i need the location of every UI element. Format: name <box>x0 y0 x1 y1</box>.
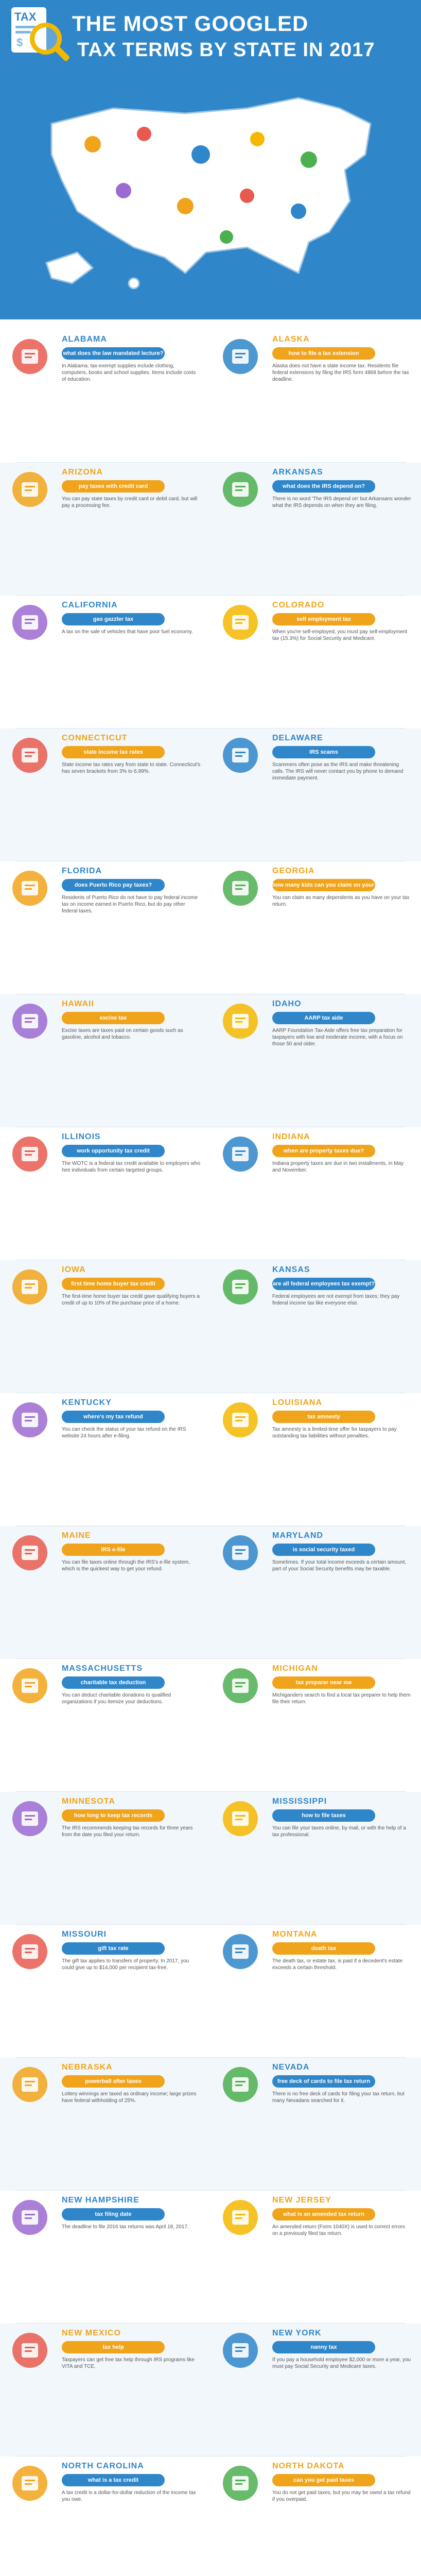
state-card <box>210 1127 421 1260</box>
state-illustration-icon <box>9 2463 50 2504</box>
term-description: You can check the status of your tax refund on the IRS website 24 hours after e-filing. <box>62 1427 186 1439</box>
state-card <box>0 2058 210 2191</box>
state-name: MINNESOTA <box>62 1797 115 1806</box>
search-term-pill: does Puerto Rico pay taxes? <box>62 879 165 891</box>
state-card <box>0 994 210 1127</box>
state-illustration-icon <box>9 602 50 643</box>
state-name: LOUISIANA <box>272 1398 322 1407</box>
search-term-pill: powerball after taxes <box>62 2075 165 2088</box>
state-name: ALASKA <box>272 335 310 344</box>
state-name: NEBRASKA <box>62 2063 113 2072</box>
state-illustration-icon <box>220 735 261 776</box>
term-description: Federal employees are not exempt from taxes; they pay federal income tax like everyone else. <box>272 1294 400 1306</box>
state-illustration-icon <box>220 2330 261 2371</box>
logo-text: TAX <box>14 10 37 23</box>
state-illustration-icon <box>220 1798 261 1839</box>
state-name: MAINE <box>62 1531 91 1540</box>
state-illustration-icon <box>9 1133 50 1175</box>
search-term-pill: AARP tax aide <box>272 1012 375 1024</box>
term-description: Indiana property taxes are due in two installments, in May and November. <box>272 1161 404 1173</box>
search-term-pill: IRS e-file <box>62 1544 165 1556</box>
state-name: CONNECTICUT <box>62 734 128 742</box>
state-row <box>0 2324 421 2456</box>
search-term-pill: tax amnesty <box>272 1411 375 1423</box>
term-description: You can file your taxes online, by mail, or with the help of a tax professional. <box>272 1825 406 1838</box>
state-row <box>0 2191 421 2324</box>
state-illustration-icon <box>9 1001 50 1042</box>
state-name: MISSISSIPPI <box>272 1797 327 1806</box>
state-name: GEORGIA <box>272 867 315 875</box>
state-illustration-icon <box>220 1001 261 1042</box>
search-term-pill: work opportunity tax credit <box>62 1145 165 1157</box>
state-illustration-icon <box>220 1266 261 1308</box>
state-card <box>210 330 421 463</box>
state-card <box>0 2191 210 2324</box>
search-term-pill: charitable tax deduction <box>62 1676 165 1689</box>
state-name: MARYLAND <box>272 1531 323 1540</box>
state-illustration-icon <box>9 1532 50 1573</box>
state-name: ILLINOIS <box>62 1132 101 1141</box>
term-description: There is no free deck of cards for filing your tax return, but many Nevadans searched for it. <box>272 2091 405 2104</box>
state-name: NEW JERSEY <box>272 2196 331 2205</box>
state-name: NORTH CAROLINA <box>62 2462 144 2470</box>
state-illustration-icon <box>220 1665 261 1706</box>
state-card <box>0 1393 210 1526</box>
search-term-pill: tax filing date <box>62 2208 165 2221</box>
term-description: The IRS recommends keeping tax records for three years from the date you filed your return. <box>62 1825 193 1838</box>
term-description: In Alabama, tax-exempt supplies include clothing, computers, books and school supplies. Items include costs of education. <box>62 363 196 382</box>
search-term-pill: gift tax rate <box>62 1942 165 1955</box>
state-illustration-icon <box>9 336 50 377</box>
state-card <box>210 861 421 994</box>
state-card <box>210 1260 421 1393</box>
search-term-pill: tax help <box>62 2341 165 2353</box>
term-description: The first-time home buyer tax credit gave qualifying buyers a credit of up to 10% of the purchase price of a home. <box>62 1294 200 1306</box>
state-card <box>210 2456 421 2576</box>
state-name: KENTUCKY <box>62 1398 112 1407</box>
term-description: A tax credit is a dollar-for-dollar reduction of the income tax you owe. <box>62 2490 196 2502</box>
term-description: Tax amnesty is a limited-time offer for taxpayers to pay outstanding tax liabilities without penalties. <box>272 1427 397 1439</box>
state-name: INDIANA <box>272 1132 310 1141</box>
state-illustration-icon <box>9 1798 50 1839</box>
term-description: Lottery winnings are taxed as ordinary income; large prizes have federal withholding of 25%. <box>62 2091 197 2104</box>
state-card <box>0 728 210 861</box>
state-row <box>0 1792 421 1925</box>
state-name: NEVADA <box>272 2063 310 2072</box>
state-card <box>0 1526 210 1659</box>
state-row <box>0 1393 421 1526</box>
header-banner <box>0 0 421 319</box>
state-illustration-icon <box>220 2197 261 2238</box>
term-description: AARP Foundation Tax-Aide offers free tax preparation for taxpayers with low and moderate income, with a focus on those 50 and older. <box>272 1028 403 1047</box>
state-card <box>0 330 210 463</box>
state-name: KANSAS <box>272 1265 310 1274</box>
state-name: ARKANSAS <box>272 468 323 477</box>
term-description: Excise taxes are taxes paid on certain goods such as gasoline, alcohol and tobacco. <box>62 1028 183 1040</box>
state-card <box>0 1127 210 1260</box>
search-term-pill: what does the law mandated lecture? <box>62 347 165 360</box>
term-description: Sometimes. If your total income exceeds a certain amount, part of your Social Security benefits may be taxable. <box>272 1560 407 1572</box>
state-card <box>210 728 421 861</box>
logo-dollar: $ <box>16 36 23 49</box>
state-illustration-icon <box>220 469 261 510</box>
search-term-pill: state income tax rates <box>62 746 165 758</box>
term-description: When you're self-employed, you must pay self-employment tax (15.3%) for Social Security and Medicare. <box>272 629 408 641</box>
state-name: HAWAII <box>62 999 94 1008</box>
search-term-pill: is social security taxed <box>272 1544 375 1556</box>
term-description: The death tax, or estate tax, is paid if a decedent's estate exceeds a certain threshold. <box>272 1958 403 1971</box>
state-name: ALABAMA <box>62 335 107 344</box>
term-description: You do not get paid taxes, but you may be owed a tax refund if you overpaid. <box>272 2490 411 2502</box>
term-description: Alaska does not have a state income tax. Residents file federal extensions by filing the IRS form 4868 before the tax deadline. <box>272 363 409 382</box>
state-card <box>0 1659 210 1792</box>
search-term-pill: what is an amended tax return <box>272 2208 375 2221</box>
term-description: If you pay a household employee $2,000 or more a year, you must pay Social Security and Medicare taxes. <box>272 2357 411 2369</box>
state-name: NEW YORK <box>272 2329 322 2337</box>
search-term-pill: what is a tax credit <box>62 2474 165 2486</box>
search-term-pill: pay taxes with credit card <box>62 480 165 493</box>
search-term-pill: nanny tax <box>272 2341 375 2353</box>
state-card <box>210 2191 421 2324</box>
state-name: FLORIDA <box>62 867 102 875</box>
state-row <box>0 994 421 1127</box>
state-row <box>0 596 421 728</box>
state-card <box>210 1393 421 1526</box>
state-name: ARIZONA <box>62 468 103 477</box>
term-description: The deadline to file 2016 tax returns was April 18, 2017. <box>62 2224 189 2230</box>
state-row <box>0 2058 421 2191</box>
search-term-pill: tax preparer near me <box>272 1676 375 1689</box>
state-card <box>0 1792 210 1925</box>
state-card <box>0 463 210 596</box>
state-card <box>210 2324 421 2456</box>
term-description: Michiganders search to find a local tax preparer to help them file their return. <box>272 1692 411 1705</box>
state-illustration-icon <box>220 1399 261 1440</box>
page-title-line1: THE MOST GOOGLED <box>72 11 309 36</box>
search-term-pill: gas gazzler tax <box>62 613 165 625</box>
term-description: An amended return (Form 1040X) is used to correct errors on a previously filed tax return. <box>272 2224 405 2236</box>
state-illustration-icon <box>9 1266 50 1308</box>
state-illustration-icon <box>9 2197 50 2238</box>
state-name: IDAHO <box>272 999 302 1008</box>
state-name: IOWA <box>62 1265 86 1274</box>
state-card <box>210 1925 421 2058</box>
state-name: MASSACHUSETTS <box>62 1664 143 1673</box>
state-illustration-icon <box>220 2064 261 2105</box>
term-description: There is no word 'The IRS depend on' but Arkansans wonder what the IRS depends on when they are filing. <box>272 496 411 509</box>
state-name: NEW MEXICO <box>62 2329 121 2337</box>
search-term-pill: where's my tax refund <box>62 1411 165 1423</box>
search-term-pill: how long to keep tax records <box>62 1809 165 1822</box>
search-term-pill: how to file taxes <box>272 1809 375 1822</box>
state-row <box>0 1659 421 1792</box>
state-row <box>0 1526 421 1659</box>
search-term-pill: excise tax <box>62 1012 165 1024</box>
term-description: The WOTC is a federal tax credit available to employers who hire individuals from certain targeted groups. <box>62 1161 200 1173</box>
state-row <box>0 2456 421 2576</box>
search-term-pill: death tax <box>272 1942 375 1955</box>
page-title-line2: TAX TERMS BY STATE IN 2017 <box>77 39 375 61</box>
search-term-pill: self employment tax <box>272 613 375 625</box>
term-description: Taxpayers can get free tax help through IRS programs like VITA and TCE. <box>62 2357 195 2369</box>
state-illustration-icon <box>9 1399 50 1440</box>
search-term-pill: what does the IRS depend on? <box>272 480 375 493</box>
state-name: MONTANA <box>272 1930 318 1939</box>
state-name: NEW HAMPSHIRE <box>62 2196 139 2205</box>
state-illustration-icon <box>220 1133 261 1175</box>
tax-search-logo-icon <box>11 7 63 68</box>
state-card <box>210 463 421 596</box>
state-illustration-icon <box>9 2330 50 2371</box>
search-term-pill: when are property taxes due? <box>272 1145 375 1157</box>
state-illustration-icon <box>220 1931 261 1972</box>
search-term-pill: how to file a tax extension <box>272 347 375 360</box>
state-illustration-icon <box>220 868 261 909</box>
state-name: MICHIGAN <box>272 1664 318 1673</box>
state-row <box>0 861 421 994</box>
state-row <box>0 1925 421 2058</box>
state-row <box>0 463 421 596</box>
us-map-icon <box>31 77 391 304</box>
state-illustration-icon <box>9 469 50 510</box>
state-name: MISSOURI <box>62 1930 107 1939</box>
state-illustration-icon <box>9 1931 50 1972</box>
state-illustration-icon <box>9 735 50 776</box>
term-description: Scammers often pose as the IRS and make threatening calls. The IRS will never contact you by phone to demand immediate payment. <box>272 762 404 781</box>
state-illustration-icon <box>220 1532 261 1573</box>
term-description: You can file taxes online through the IRS's e-file system, which is the quickest way to get your refund. <box>62 1560 190 1572</box>
term-description: You can pay state taxes by credit card or debit card, but will pay a processing fee. <box>62 496 198 509</box>
term-description: You can claim as many dependents as you have on your tax return. <box>272 895 410 907</box>
state-name: DELAWARE <box>272 734 323 742</box>
state-illustration-icon <box>9 2064 50 2105</box>
term-description: The gift tax applies to transfers of property. In 2017, you could give up to $14,000 per recipient tax-free. <box>62 1958 189 1971</box>
state-card <box>210 1526 421 1659</box>
state-illustration-icon <box>9 868 50 909</box>
search-term-pill: can you get paid taxes <box>272 2474 375 2486</box>
term-description: A tax on the sale of vehicles that have poor fuel economy. <box>62 629 193 635</box>
state-card <box>210 1659 421 1792</box>
state-card <box>210 1792 421 1925</box>
search-term-pill: are all federal employees tax exempt? <box>272 1278 375 1290</box>
state-row <box>0 728 421 861</box>
state-card <box>0 2456 210 2576</box>
state-card <box>0 1925 210 2058</box>
search-term-pill: IRS scams <box>272 746 375 758</box>
state-name: COLORADO <box>272 601 325 609</box>
search-term-pill: free deck of cards to file tax return <box>272 2075 375 2088</box>
term-description: State income tax rates vary from state to state. Connecticut's has seven brackets from 3% to 6.99%. <box>62 762 201 774</box>
state-row <box>0 330 421 463</box>
state-illustration-icon <box>9 1665 50 1706</box>
state-illustration-icon <box>220 336 261 377</box>
state-card <box>0 1260 210 1393</box>
state-card <box>210 994 421 1127</box>
state-card <box>210 2058 421 2191</box>
state-card <box>0 2324 210 2456</box>
state-card <box>0 596 210 728</box>
search-term-pill: first time home buyer tax credit <box>62 1278 165 1290</box>
state-illustration-icon <box>220 2463 261 2504</box>
state-row <box>0 1127 421 1260</box>
term-description: You can deduct charitable donations to qualified organizations if you itemize your deductions. <box>62 1692 171 1705</box>
term-description: Residents of Puerto Rico do not have to pay federal income tax on income earned in Puerto Rico, but do pay other federal taxes. <box>62 895 198 914</box>
state-row <box>0 1260 421 1393</box>
state-name: CALIFORNIA <box>62 601 118 609</box>
search-term-pill: how many kids can you claim on your taxes <box>272 879 375 891</box>
state-name: NORTH DAKOTA <box>272 2462 345 2470</box>
state-card <box>210 596 421 728</box>
state-card <box>0 861 210 994</box>
state-illustration-icon <box>220 602 261 643</box>
